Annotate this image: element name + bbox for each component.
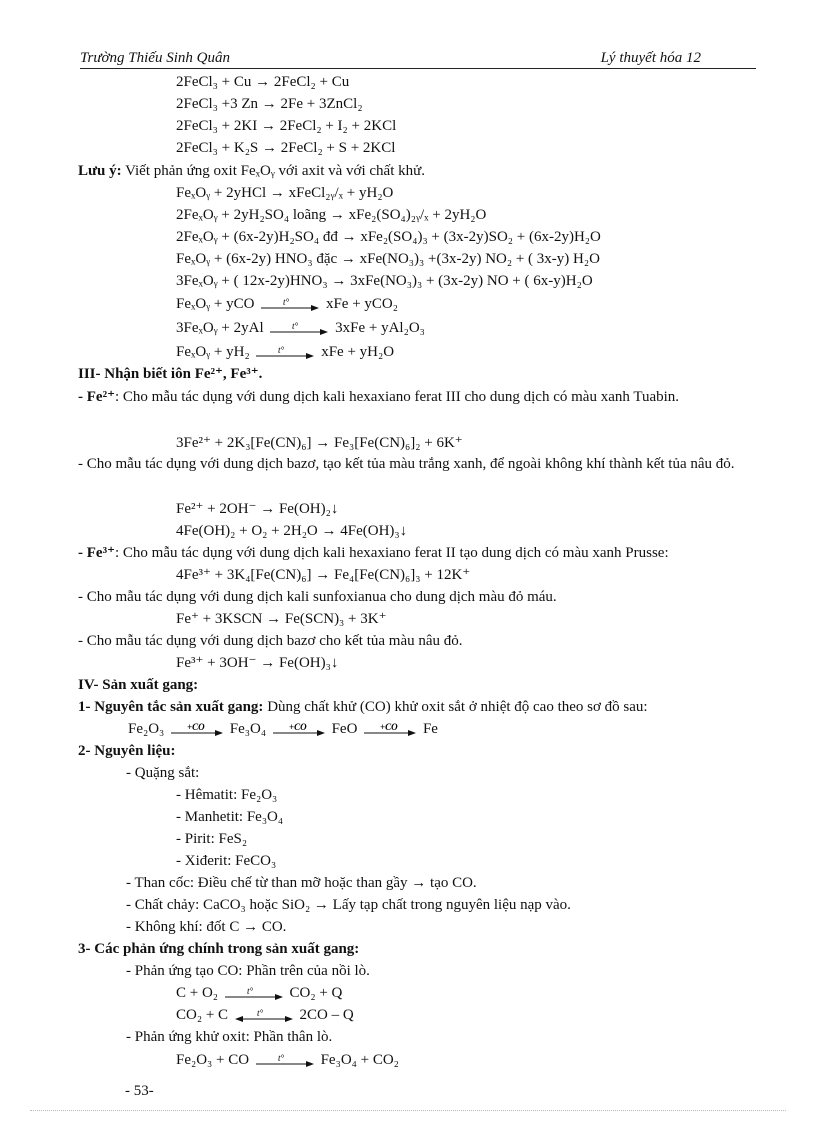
- chain-item: Fe: [422, 721, 438, 737]
- fe3-eq: 4Fe³⁺ + 3K₄[Fe(CN)₆] → Fe₄[Fe(CN)₆]₃ + 12K⁺: [176, 567, 471, 583]
- heat-arrow-icon: [261, 298, 319, 312]
- fe2-eq: Fe²⁺ + 2OH⁻ → Fe(OH)₂↓: [176, 501, 339, 517]
- note-text: Viết phản ứng oxit FeₓOᵧ với axit và với chất khử.: [121, 163, 425, 179]
- material-item: - Chất chảy: CaCO₃ hoặc SiO₂ → Lấy tạp chất trong nguyên liệu nạp vào.: [126, 897, 571, 913]
- fe3-eq: Fe³⁺ + 3OH⁻ → Fe(OH)₃↓: [176, 655, 339, 671]
- furnace-reaction: [176, 1005, 354, 1025]
- fe2-text: : Cho mẫu tác dụng với dung dịch kali hexaxiano ferat III cho dung dịch có màu xanh Tuabin.: [114, 389, 680, 405]
- note-label: Lưu ý:: [78, 163, 122, 179]
- heat-arrow-icon: [225, 987, 283, 1001]
- reactions-heading: 3- Các phản ứng chính trong sản xuất gang:: [78, 941, 360, 957]
- reactants: FeₓOᵧ + yH₂: [176, 344, 250, 360]
- reduction-reaction: [176, 318, 425, 338]
- reduction-chain: [128, 719, 438, 739]
- co-arrow-icon: [273, 723, 325, 737]
- arrow-condition: t°: [292, 321, 299, 331]
- principle-label: 1- Nguyên tắc sản xuất gang:: [78, 699, 264, 715]
- fe2-paragraph: [78, 386, 776, 409]
- chain-item: Fe₃O₄: [229, 721, 267, 737]
- co-arrow-icon: [364, 723, 416, 737]
- material-item: - Than cốc: Điều chế từ than mỡ hoặc than gầy → tạo CO.: [126, 875, 477, 891]
- page-header: [80, 50, 756, 69]
- products: xFe + yCO₂: [325, 296, 398, 312]
- ore-heading: - Quặng sắt:: [126, 765, 200, 781]
- fe2-label: - Fe²⁺: [78, 389, 115, 405]
- note-line: [78, 161, 425, 181]
- arrow-condition: +CO: [288, 722, 307, 732]
- oxide-reaction: FeₓOᵧ + 2yHCl → xFeCl₂ᵧ/ₓ + yH₂O: [176, 185, 394, 201]
- materials-heading: 2- Nguyên liệu:: [78, 743, 176, 759]
- arrow-condition: t°: [256, 1008, 263, 1018]
- ore-item: - Xiđerit: FeCO₃: [176, 853, 277, 869]
- products: 2CO – Q: [299, 1007, 354, 1023]
- chain-item: FeO: [331, 721, 358, 737]
- reaction-stage: - Phản ứng khử oxit: Phần thân lò.: [126, 1029, 333, 1045]
- ore-item: - Pirit: FeS₂: [176, 831, 248, 847]
- arrow-condition: +CO: [187, 722, 205, 732]
- oxide-reaction: 2FeₓOᵧ + (6x-2y)H₂SO₄ đđ → xFe₂(SO₄)₃ + (3x-2y)SO₂ + (6x-2y)H₂O: [176, 229, 601, 245]
- reaction-line: 2FeCl₃ + 2KI → 2FeCl₂ + I₂ + 2KCl: [176, 118, 397, 134]
- furnace-reaction: [176, 1050, 399, 1070]
- reactants: 3FeₓOᵧ + 2yAl: [176, 320, 264, 336]
- heat-arrow-icon: [270, 322, 328, 336]
- reactants: FeₓOᵧ + yCO: [176, 296, 255, 312]
- products: Fe₃O₄ + CO₂: [320, 1052, 399, 1068]
- co-arrow-icon: [171, 723, 223, 737]
- fe2-eq: 3Fe²⁺ + 2K₃[Fe(CN)₆] → Fe₃[Fe(CN)₆]₂ + 6K⁺: [176, 435, 463, 451]
- page-number: - 53-: [125, 1083, 154, 1099]
- principle-line: [78, 697, 648, 717]
- products: xFe + yH₂O: [321, 344, 395, 360]
- reversible-arrow-icon: [235, 1009, 293, 1023]
- chain-item: Fe₂O₃: [128, 721, 165, 737]
- oxide-reaction: FeₓOᵧ + (6x-2y) HNO₃ đặc → xFe(NO₃)₃ +(3x-2y) NO₂ + ( 3x-y) H₂O: [176, 251, 600, 267]
- reaction-line: 2FeCl₃ + K₂S → 2FeCl₂ + S + 2KCl: [176, 140, 396, 156]
- products: 3xFe + yAl₂O₃: [335, 320, 425, 336]
- header-school: Trường Thiếu Sinh Quân: [80, 50, 230, 66]
- fe3-paragraph-2: - Cho mẫu tác dụng với dung dịch kali sunfoxianua cho dung dịch màu đỏ máu.: [78, 589, 557, 605]
- heat-arrow-icon: [256, 346, 314, 360]
- fe2-eq: 4Fe(OH)₂ + O₂ + 2H₂O → 4Fe(OH)₃↓: [176, 523, 408, 539]
- reduction-reaction: [176, 294, 398, 314]
- reduction-reaction: [176, 342, 394, 362]
- reactants: C + O₂: [176, 985, 219, 1001]
- arrow-condition: t°: [246, 986, 253, 996]
- reactants: CO₂ + C: [176, 1007, 229, 1023]
- fe2-paragraph-2: - Cho mẫu tác dụng với dung dịch bazơ, tạo kết tủa màu trắng xanh, để ngoài không khí thành kết tủa nâu đỏ.: [78, 456, 735, 472]
- fe3-text: : Cho mẫu tác dụng với dung dịch kali hexaxiano ferat II tạo dung dịch có màu xanh Prusse:: [114, 545, 669, 561]
- header-subject: Lý thuyết hóa 12: [600, 50, 701, 66]
- ore-item: - Hêmatit: Fe₂O₃: [176, 787, 278, 803]
- heat-arrow-icon: [256, 1054, 314, 1068]
- reaction-line: 2FeCl₃ + Cu → 2FeCl₂ + Cu: [176, 74, 350, 90]
- products: CO₂ + Q: [289, 985, 343, 1001]
- reaction-stage: - Phản ứng tạo CO: Phần trên của nồi lò.: [126, 963, 370, 979]
- oxide-reaction: 3FeₓOᵧ + ( 12x-2y)HNO₃ → 3xFe(NO₃)₃ + (3x-2y) NO + ( 6x-y)H₂O: [176, 273, 593, 289]
- page-divider: [30, 1110, 786, 1111]
- arrow-condition: +CO: [380, 722, 398, 732]
- arrow-condition: t°: [283, 297, 290, 307]
- oxide-reaction: 2FeₓOᵧ + 2yH₂SO₄ loãng → xFe₂(SO₄)₂ᵧ/ₓ + 2yH₂O: [176, 207, 487, 223]
- fe3-paragraph-3: - Cho mẫu tác dụng với dung dịch bazơ cho kết tủa màu nâu đỏ.: [78, 633, 463, 649]
- fe3-paragraph: [78, 543, 669, 563]
- section-heading: III- Nhận biết iôn Fe²⁺, Fe³⁺.: [78, 366, 263, 382]
- material-item: - Không khí: đốt C → CO.: [126, 919, 287, 935]
- arrow-condition: t°: [278, 345, 285, 355]
- fe3-label: - Fe³⁺: [78, 545, 115, 561]
- reaction-line: 2FeCl₃ +3 Zn → 2Fe + 3ZnCl₂: [176, 96, 363, 112]
- arrow-condition: t°: [277, 1053, 284, 1063]
- furnace-reaction: [176, 983, 342, 1003]
- principle-text: Dùng chất khử (CO) khử oxit sắt ở nhiệt độ cao theo sơ đồ sau:: [263, 699, 648, 715]
- section-heading: IV- Sản xuất gang:: [78, 677, 199, 693]
- ore-item: - Manhetit: Fe₃O₄: [176, 809, 284, 825]
- fe3-eq: Fe⁺ + 3KSCN → Fe(SCN)₃ + 3K⁺: [176, 611, 387, 627]
- reactants: Fe₂O₃ + CO: [176, 1052, 250, 1068]
